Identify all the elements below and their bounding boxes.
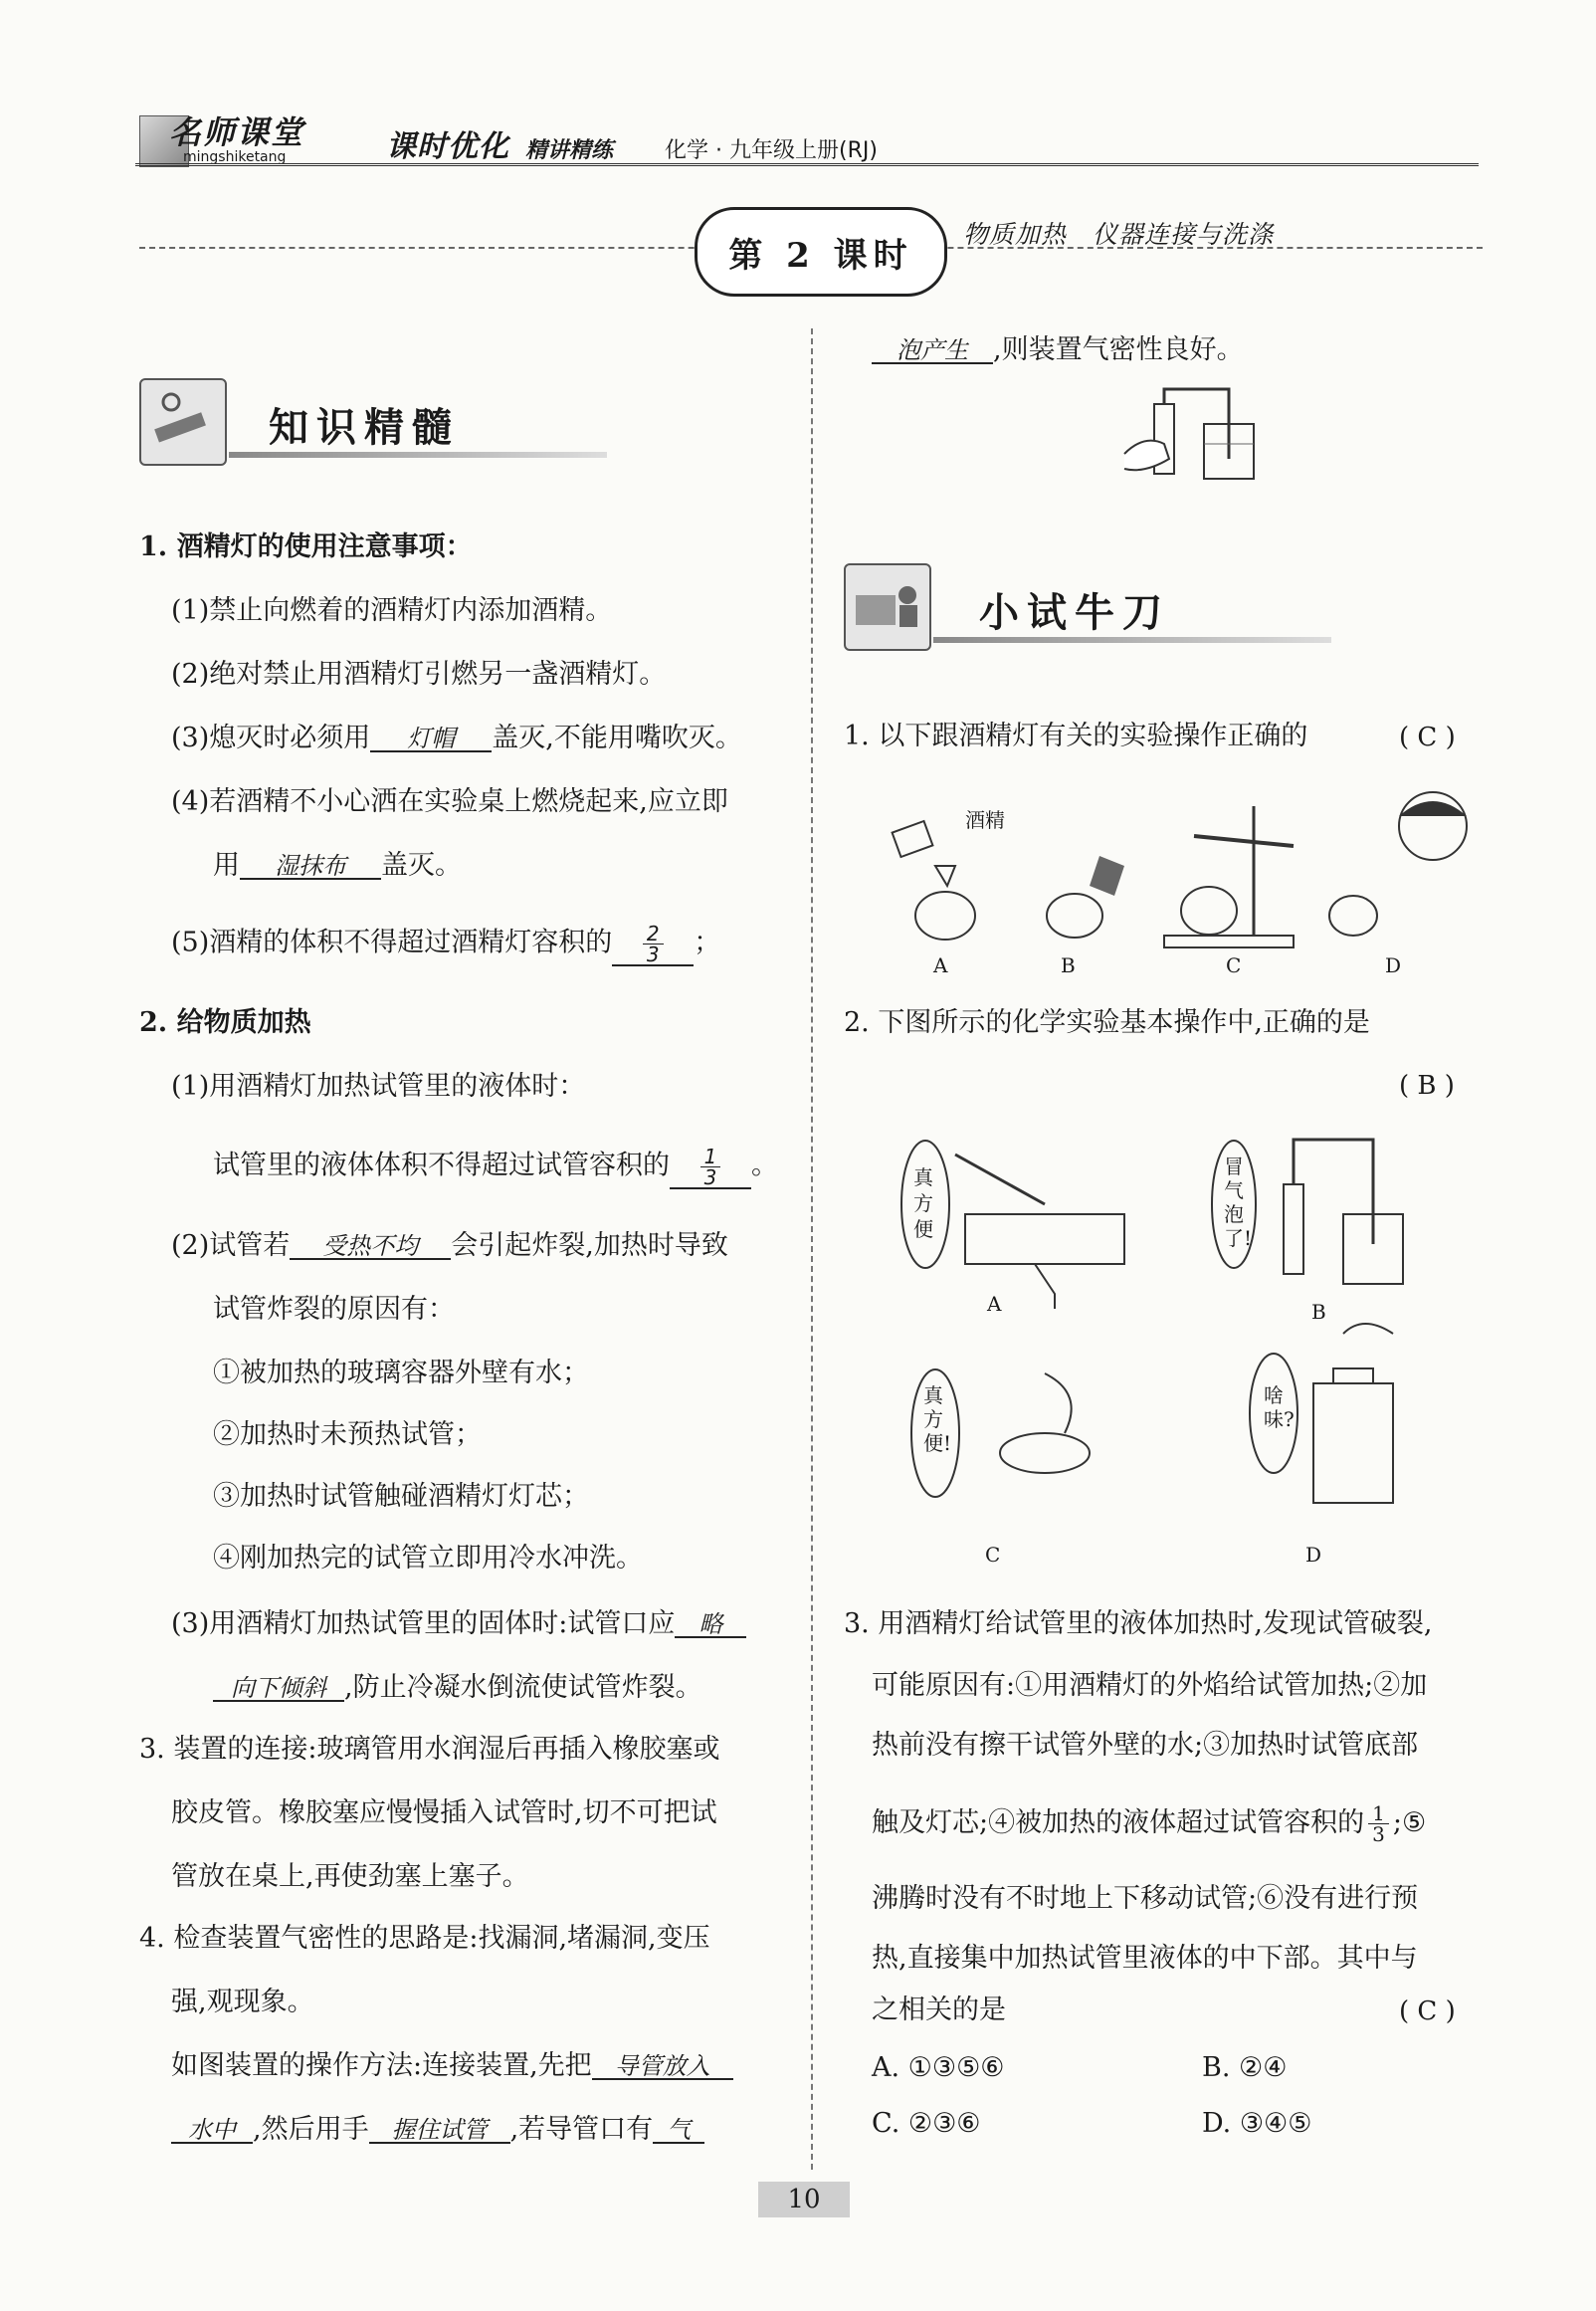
item-text: 强,观现象。 <box>171 1987 314 2017</box>
answer-choice: ( C ) <box>1399 723 1456 752</box>
answer-blank: $\frac{1}{3}$ <box>670 1147 751 1189</box>
answer-blank: 气 <box>653 2118 704 2144</box>
question-text: 可能原因有:①用酒精灯的外焰给试管加热;②加 <box>872 1670 1428 1701</box>
test-tube-b <box>1284 1184 1303 1274</box>
answer-blank: 灯帽 <box>370 727 492 752</box>
section-title: 小试牛刀 <box>979 590 1170 636</box>
subject-grade: 化学 · 九年级上册(RJ) <box>665 138 878 163</box>
brand-name: 名师课堂 <box>169 113 305 151</box>
option-label: B <box>1061 953 1076 977</box>
item-text: (2)试管若 受热不均 会引起炸裂,加热时导致 <box>171 1230 728 1261</box>
answer-blank: 受热不均 <box>290 1234 451 1260</box>
item-text: 水中 ,然后用手 握住试管 ,若导管口有 气 <box>171 2116 704 2144</box>
header-rule <box>135 163 1479 166</box>
item-text: 试管里的液体体积不得超过试管容积的 $\frac{1}{3}$ 。 <box>213 1145 778 1189</box>
speech-text: 冒气泡了! <box>1224 1155 1253 1250</box>
column-divider <box>811 328 813 2170</box>
airtightness-check-figure <box>1114 384 1284 494</box>
publisher-logo <box>139 107 537 167</box>
item-text: 泡产生 ,则装置气密性良好。 <box>872 336 1244 364</box>
item-text: 4. 检查装置气密性的思路是:找漏洞,堵漏洞,变压 <box>139 1923 710 1954</box>
dish-c <box>1000 1433 1090 1473</box>
question-text: 热,直接集中加热试管里液体的中下部。其中与 <box>872 1943 1418 1974</box>
item-text: (3)用酒精灯加热试管里的固体时:试管口应 略 <box>171 1610 746 1638</box>
lesson-topic: 物质加热 仪器连接与洗涤 <box>963 220 1275 249</box>
item-text: ③加热时试管触碰酒精灯灯芯； <box>213 1481 589 1512</box>
item-text: (5)酒精的体积不得超过酒精灯容积的 $\frac{2}{3}$ ； <box>171 922 721 966</box>
answer-choice: ( C ) <box>1399 1996 1456 2026</box>
question-text: 热前没有擦干试管外壁的水;③加热时试管底部 <box>872 1730 1419 1761</box>
item-title: 1. 酒精灯的使用注意事项： <box>139 531 473 562</box>
option-label: B <box>1311 1300 1326 1324</box>
option-label: D <box>1385 953 1402 977</box>
question-text: 3. 用酒精灯给试管里的液体加热时,发现试管破裂, <box>844 1608 1433 1639</box>
item-text: (2)绝对禁止用酒精灯引燃另一盏酒精灯。 <box>171 659 667 690</box>
item-text: ④刚加热完的试管立即用冷水冲洗。 <box>213 1543 643 1574</box>
item-text: ②加热时未预热试管； <box>213 1419 482 1450</box>
section-underline <box>229 452 607 458</box>
option-text: D. ③④⑤ <box>1202 2108 1312 2139</box>
section-underline <box>933 637 1331 643</box>
item-text: (3)熄灭时必须用 灯帽 盖灭,不能用嘴吹灭。 <box>171 723 742 753</box>
answer-blank: 握住试管 <box>369 2118 510 2144</box>
reagent-bottle-d <box>1313 1383 1393 1503</box>
desk-person-icon <box>846 565 929 649</box>
option-text: C. ②③⑥ <box>872 2108 981 2139</box>
speech-text: 真方便! <box>923 1383 952 1455</box>
test-tube-a <box>955 1155 1045 1204</box>
question-text: 之相关的是 <box>872 1995 1006 2025</box>
answer-blank: $\frac{2}{3}$ <box>612 924 694 966</box>
item-text: 胶皮管。橡胶塞应慢慢插入试管时,切不可把试 <box>171 1797 717 1828</box>
speech-text: 啥味? <box>1264 1383 1295 1431</box>
option-text: A. ①③⑤⑥ <box>872 2052 1005 2083</box>
question-text: 1. 以下跟酒精灯有关的实验操作正确的 <box>844 721 1308 751</box>
section-title: 知识精髓 <box>269 405 460 451</box>
speech-text: 真方便 <box>913 1165 933 1241</box>
lesson-title: 第 2 课时 <box>695 207 947 297</box>
item-text: 试管炸裂的原因有： <box>213 1294 455 1325</box>
answer-blank: 水中 <box>171 2118 253 2144</box>
answer-blank: 泡产生 <box>872 338 993 364</box>
answer-choice: ( B ) <box>1399 1071 1455 1101</box>
sink <box>965 1214 1124 1264</box>
page-number: 10 <box>758 2182 850 2217</box>
knowledge-icon <box>139 378 227 466</box>
brand-pinyin: mingshiketang <box>183 149 287 165</box>
answer-blank: 湿抹布 <box>240 854 381 880</box>
question-text: 2. 下图所示的化学实验基本操作中,正确的是 <box>844 1007 1370 1038</box>
answer-blank: 略 <box>675 1612 746 1638</box>
option-label: C <box>1226 953 1242 977</box>
lamp-c <box>1164 806 1294 947</box>
item-text: (1)禁止向燃着的酒精灯内添加酒精。 <box>171 595 613 626</box>
series-name: 课时优化 <box>386 129 509 164</box>
item-text: (4)若酒精不小心洒在实验桌上燃烧起来,应立即 <box>171 786 728 817</box>
item-text: 管放在桌上,再使劲塞上塞子。 <box>171 1861 529 1892</box>
item-text: ①被加热的玻璃容器外壁有水； <box>213 1358 589 1388</box>
option-label: A <box>933 953 948 977</box>
lamp-b <box>1047 856 1124 938</box>
item-text: (1)用酒精灯加热试管里的液体时： <box>171 1071 586 1102</box>
item-text: 3. 装置的连接:玻璃管用水润湿后再插入橡胶塞或 <box>139 1734 720 1765</box>
section-header-knowledge <box>139 378 617 458</box>
item-title: 2. 给物质加热 <box>139 1007 311 1038</box>
figure-label: 酒精 <box>965 808 1005 832</box>
option-text: B. ②④ <box>1202 2052 1288 2083</box>
lamp-d <box>1329 792 1467 936</box>
microscope-icon <box>141 380 225 464</box>
item-text: 向下倾斜 ,防止冷凝水倒流使试管炸裂。 <box>213 1674 702 1702</box>
question-text: 触及灯芯;④被加热的液体超过试管容积的 $\frac{1}{3}$ ;⑤ <box>872 1801 1427 1846</box>
answer-blank: 向下倾斜 <box>213 1676 344 1702</box>
series-sub: 精讲精练 <box>525 138 614 163</box>
section-header-practice <box>844 563 1341 643</box>
lamp-a <box>893 821 975 940</box>
option-label: A <box>987 1292 1002 1316</box>
option-label: C <box>985 1543 1001 1567</box>
answer-blank: 导管放入 <box>592 2054 733 2080</box>
question-text: 沸腾时没有不时地上下移动试管;⑥没有进行预 <box>872 1883 1419 1914</box>
practice-icon <box>844 563 931 651</box>
lab-operations-figure <box>896 1135 1473 1563</box>
item-text: 用 湿抹布 盖灭。 <box>213 850 462 881</box>
option-label: D <box>1305 1543 1322 1567</box>
item-text: 如图装置的操作方法:连接装置,先把 导管放入 <box>171 2052 733 2080</box>
